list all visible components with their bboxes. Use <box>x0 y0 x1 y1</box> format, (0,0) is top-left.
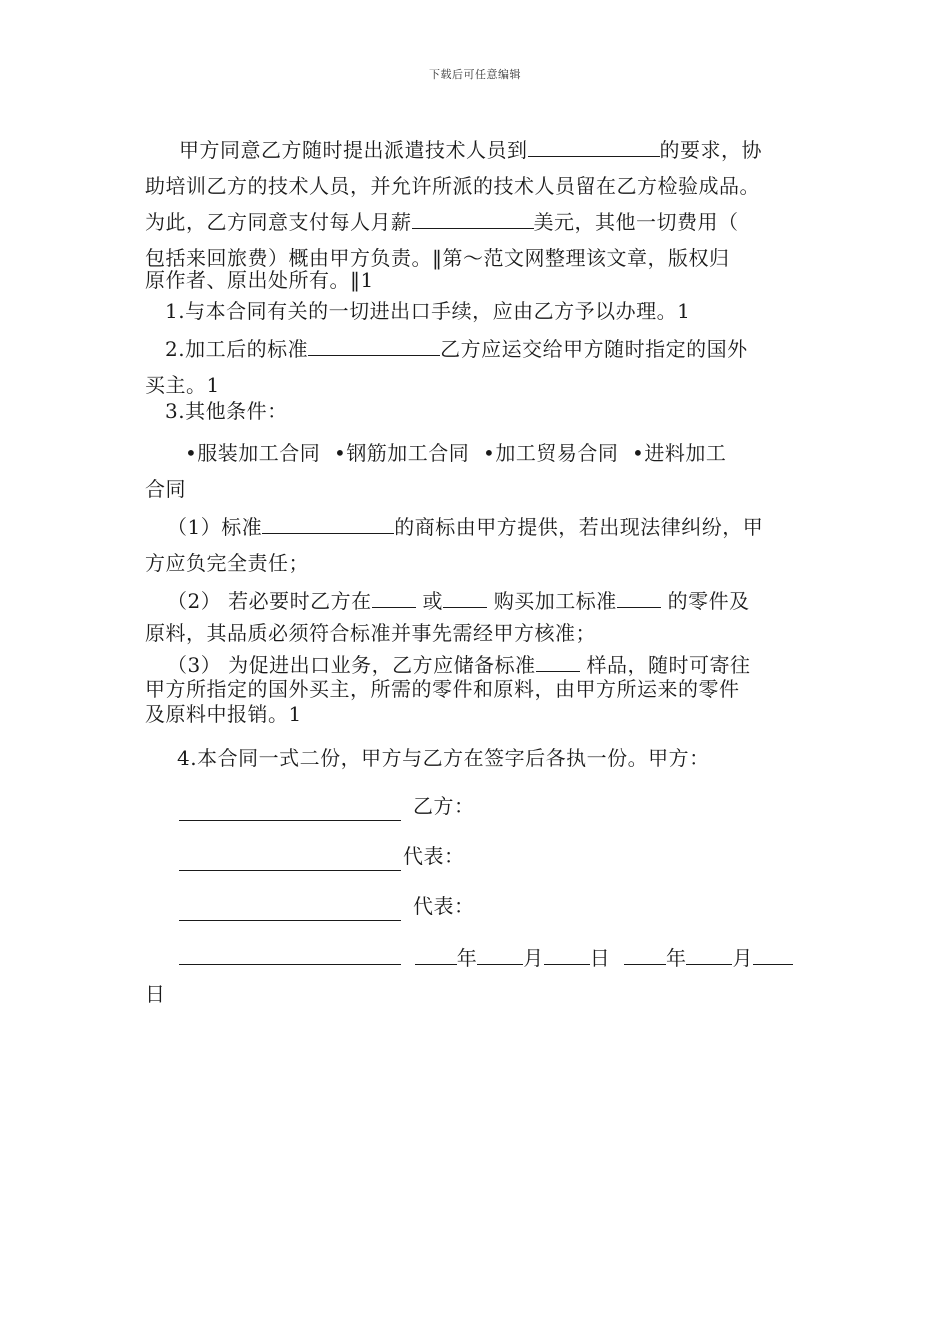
item-3: 3.其他条件： <box>165 398 288 423</box>
standard-blank[interactable] <box>308 335 440 356</box>
condition-2 <box>145 583 805 647</box>
date-row <box>145 940 805 1012</box>
trademark-blank[interactable] <box>262 513 394 534</box>
representative-label-1: 代表： <box>403 844 465 868</box>
sample-standard-blank[interactable] <box>536 651 580 672</box>
signature-row-party-a <box>145 790 805 840</box>
para1-line3-b: 美元，其他一切费用（ <box>533 210 739 234</box>
item-2 <box>145 331 805 403</box>
para1-line1-a: 甲方同意乙方随时提出派遣技术人员到 <box>179 138 528 162</box>
party-b-label: 乙方： <box>413 794 475 818</box>
party-b-signature-line[interactable] <box>179 850 401 871</box>
signature-row-rep-a <box>145 890 805 940</box>
day-label-2: 日 <box>145 982 166 1006</box>
bullet-icon: • <box>185 440 198 465</box>
cond2-c: 购买加工标准 <box>493 588 617 613</box>
cond1-b: 的商标由甲方提供，若出现法律纠纷，甲 <box>394 514 764 539</box>
link-rebar-contract[interactable]: 钢筋加工合同 <box>346 440 470 465</box>
month-blank-1[interactable] <box>477 944 523 965</box>
representative-label-2: 代表： <box>413 894 475 918</box>
bullet-icon: • <box>632 440 645 465</box>
cond3-d: 及原料中报销。1 <box>145 701 302 726</box>
para1-line4: 包括来回旅费）概由甲方负责。‖第～范文网整理该文章，版权归 <box>145 246 730 270</box>
year-blank-2[interactable] <box>624 944 666 965</box>
bullet-icon: • <box>483 440 496 465</box>
link-processing-trade-contract[interactable]: 加工贸易合同 <box>495 440 619 465</box>
related-links <box>145 435 805 507</box>
parts-standard-blank[interactable] <box>617 587 661 608</box>
signature-row-party-b <box>145 840 805 890</box>
place-blank-2[interactable] <box>443 587 487 608</box>
para1-line1-b: 的要求，协 <box>659 138 762 162</box>
place-blank-1[interactable] <box>372 587 416 608</box>
cond2-e: 原料，其品质必须符合标准并事先需经甲方核准； <box>145 620 596 645</box>
cond1-c: 方应负完全责任； <box>145 550 309 575</box>
day-blank-2[interactable] <box>753 944 793 965</box>
cond3-a: （3） 为促进出口业务，乙方应储备标准 <box>167 652 536 677</box>
link-material-processing-contract-cont[interactable]: 合同 <box>145 476 186 501</box>
item2-a: 2.加工后的标准 <box>165 336 309 361</box>
cond2-b: 或 <box>422 588 443 613</box>
item2-b: 乙方应运交给甲方随时指定的国外 <box>440 336 748 361</box>
link-clothing-contract[interactable]: 服装加工合同 <box>197 440 321 465</box>
contract-body <box>145 132 805 1012</box>
para1-line5: 原作者、原出处所有。‖1 <box>145 268 374 292</box>
cond3-b: 样品，随时可寄往 <box>586 652 751 677</box>
year-label-2: 年 <box>665 946 687 970</box>
cond2-d: 的零件及 <box>667 588 750 613</box>
page-header: 下载后可任意编辑 <box>429 68 521 81</box>
para1-line2: 助培训乙方的技术人员，并允许所派的技术人员留在乙方检验成品。 <box>145 174 760 198</box>
link-material-processing-contract[interactable]: 进料加工 <box>644 440 727 465</box>
salary-blank[interactable] <box>412 208 534 229</box>
item2-c: 买主。1 <box>145 372 220 397</box>
year-label-1: 年 <box>456 946 478 970</box>
destination-blank[interactable] <box>528 136 660 157</box>
year-blank-1[interactable] <box>415 944 457 965</box>
day-label-1: 日 <box>589 946 611 970</box>
representative-a-signature-line[interactable] <box>179 900 401 921</box>
bullet-icon: • <box>334 440 347 465</box>
party-a-signature-line[interactable] <box>179 800 401 821</box>
day-blank-1[interactable] <box>544 944 590 965</box>
condition-1 <box>145 509 805 581</box>
representative-b-signature-line[interactable] <box>179 944 401 965</box>
para1-line3-a: 为此，乙方同意支付每人月薪 <box>145 210 412 234</box>
cond2-a: （2） 若必要时乙方在 <box>167 588 372 613</box>
item-1: 1.与本合同有关的一切进出口手续，应由乙方予以办理。1 <box>165 298 691 323</box>
cond3-c: 甲方所指定的国外买主，所需的零件和原料，由甲方所运来的零件 <box>145 677 740 701</box>
item-4: 4.本合同一式二份，甲方与乙方在签字后各执一份。甲方： <box>177 746 710 770</box>
cond1-a: （1）标准 <box>167 514 263 539</box>
condition-3 <box>145 651 805 727</box>
month-label-1: 月 <box>523 946 544 970</box>
month-label-2: 月 <box>732 946 753 970</box>
month-blank-2[interactable] <box>686 944 732 965</box>
paragraph-tech-staff <box>145 132 805 276</box>
